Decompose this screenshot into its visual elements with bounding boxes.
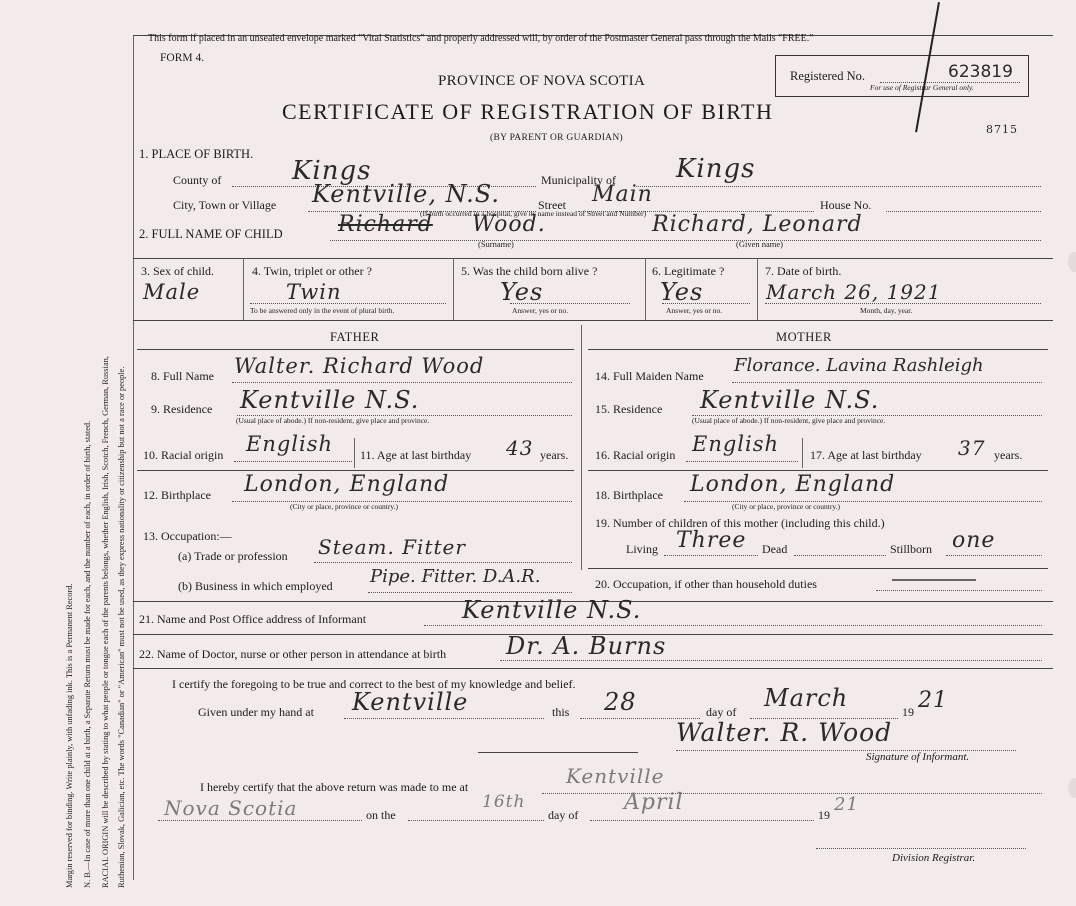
mother-age-label: 17. Age at last birthday (810, 448, 922, 462)
father-name-label: 8. Full Name (151, 369, 214, 383)
page-title: CERTIFICATE OF REGISTRATION OF BIRTH (282, 99, 774, 124)
father-racial-value: English (246, 432, 334, 456)
child-surname: Wood. (472, 212, 546, 237)
registrar-day-line (408, 820, 544, 821)
doctor-rule (133, 668, 1053, 669)
cert-year-prefix: 19 (902, 705, 914, 719)
father-racial-line (234, 461, 352, 462)
corner-mark: 8715 (986, 123, 1018, 136)
row-divider (645, 258, 646, 320)
municipality-label: Municipality of (541, 173, 616, 187)
margin-note-1: Margin reserved for binding. Write plainly, with unfading ink. This is a Permanent Record. (65, 583, 74, 888)
registrar-place-line (542, 793, 1042, 794)
hospital-note: (If birth occurred in a hospital, give its name instead of Street and Number) (420, 209, 647, 218)
given-name-caption: (Given name) (736, 239, 783, 249)
mother-racial-rule (588, 470, 1048, 471)
age-divider (354, 438, 355, 468)
twin-label: 4. Twin, triplet or other ? (252, 264, 372, 278)
father-residence-label: 9. Residence (151, 402, 213, 416)
father-trade-label: (a) Trade or profession (178, 549, 288, 563)
father-age-value: 43 (506, 436, 534, 460)
legit-value: Yes (660, 278, 704, 306)
twin-line (250, 303, 446, 304)
father-residence-note: (Usual place of abode.) If non-resident, give place and province. (236, 416, 430, 425)
alive-value: Yes (500, 278, 544, 306)
sex-label: 3. Sex of child. (141, 264, 214, 278)
mother-living-line (664, 555, 758, 556)
father-birthplace-line (232, 501, 572, 502)
registrar-day-value: 16th (482, 792, 526, 812)
mother-birthplace-note: (City or place, province or country.) (732, 502, 841, 511)
father-heading: FATHER (330, 330, 380, 344)
mother-stillborn-value: one (952, 528, 996, 553)
child-surname-struck: Richard (338, 212, 433, 237)
certify-text: I certify the foregoing to be true and correct to the best of my knowledge and belief. (172, 677, 576, 691)
registrar-day-of-label: day of (548, 808, 579, 822)
signature-caption: Signature of Informant. (866, 751, 970, 763)
registrar-province-line (158, 820, 362, 821)
father-racial-label: 10. Racial origin (143, 448, 224, 462)
mother-occupation-stroke (892, 579, 976, 581)
mother-name-label: 14. Full Maiden Name (595, 369, 704, 383)
twin-note: To be answered only in the event of plural birth. (250, 306, 395, 315)
informant-label: 21. Name and Post Office address of Informant (139, 612, 367, 626)
mother-residence-value: Kentville N.S. (700, 386, 880, 414)
house-label: House No. (820, 198, 872, 212)
father-name-line (232, 382, 572, 383)
father-birthplace-label: 12. Birthplace (143, 488, 211, 502)
father-business-line (368, 592, 572, 593)
cert-month-value: March (764, 684, 849, 712)
informant-value: Kentville N.S. (462, 596, 642, 624)
informant-line (424, 625, 1042, 626)
left-signature-rule (478, 752, 638, 753)
page-subtitle: (BY PARENT OR GUARDIAN) (490, 133, 623, 143)
father-trade-value: Steam. Fitter (318, 535, 466, 559)
child-given-name: Richard, Leonard (652, 212, 863, 237)
registered-number: 623819 (948, 62, 1013, 82)
province-heading: PROVINCE OF NOVA SCOTIA (438, 73, 646, 89)
alive-note: Answer, yes or no. (512, 306, 569, 315)
father-residence-value: Kentville N.S. (240, 386, 420, 414)
mother-stillborn-label: Stillborn (890, 542, 933, 556)
mother-dead-line (794, 555, 886, 556)
child-name-line (330, 240, 1041, 241)
mother-heading: MOTHER (776, 330, 832, 344)
registrar-note: For use of Registrar General only. (870, 83, 974, 92)
father-business-label: (b) Business in which employed (178, 579, 333, 593)
county-value: Kings (292, 156, 372, 186)
cert-day-value: 28 (604, 688, 637, 716)
row-divider (757, 258, 758, 320)
registrar-year-value: 21 (834, 794, 859, 815)
row-top-rule (133, 258, 1053, 259)
row-divider (243, 258, 244, 320)
this-label: this (552, 705, 570, 719)
binding-hole (1068, 252, 1076, 272)
mother-name-value: Florance. Lavina Rashleigh (734, 355, 984, 376)
registrar-year-prefix: 19 (818, 808, 830, 822)
sex-value: Male (143, 280, 201, 304)
mother-dead-label: Dead (762, 542, 788, 556)
street-value: Main (592, 182, 653, 207)
house-line (886, 211, 1041, 212)
mother-occupation-line (876, 590, 1042, 591)
registrar-place-value: Kentville (566, 764, 665, 788)
mother-children-rule (588, 568, 1048, 569)
form-number: FORM 4. (160, 52, 205, 64)
legit-note: Answer, yes or no. (666, 306, 723, 315)
dob-label: 7. Date of birth. (765, 264, 842, 278)
doctor-line (500, 660, 1042, 661)
mail-notice: This form if placed in an unsealed envelope marked "Vital Statistics" and properly addressed will, by order of the Postmaster General pass through the Mails "FREE." (148, 33, 814, 44)
mother-children-label: 19. Number of children of this mother (including this child.) (595, 516, 885, 530)
mother-age-value: 37 (958, 436, 986, 460)
father-age-label: 11. Age at last birthday (360, 448, 472, 462)
mother-living-label: Living (626, 542, 658, 556)
legit-label: 6. Legitimate ? (652, 264, 725, 278)
dob-value: March 26, 1921 (766, 280, 942, 304)
registered-label: Registered No. (790, 69, 865, 83)
municipality-line (636, 186, 1041, 187)
place-of-birth-heading: 1. PLACE OF BIRTH. (139, 147, 254, 161)
margin-note-2: N. B.—In case of more than one child at a birth, a Separate Return must be made for each, and the number of each, in order of birth, stated. (83, 420, 92, 888)
dob-note: Month, day, year. (860, 306, 913, 315)
binding-hole (1068, 778, 1076, 798)
margin-note-3: RACIAL ORIGIN will be described by stating to what people or tongue each of the parents belongs, whether English, Irish, Scotch, French, German, Russian, (101, 356, 110, 888)
county-label: County of (173, 173, 222, 187)
given-place-value: Kentville (352, 688, 469, 716)
registrar-month-line (590, 820, 814, 821)
city-label: City, Town or Village (173, 198, 277, 212)
father-birthplace-value: London, England (244, 472, 450, 497)
registrar-on-the-label: on the (366, 808, 396, 822)
alive-label: 5. Was the child born alive ? (461, 264, 598, 278)
father-occupation-label: 13. Occupation:— (143, 529, 232, 543)
mother-occupation-label: 20. Occupation, if other than household duties (595, 577, 817, 591)
father-name-value: Walter. Richard Wood (234, 354, 485, 378)
father-years: years. (540, 448, 569, 462)
father-racial-rule (137, 470, 574, 471)
row-divider (453, 258, 454, 320)
mother-name-line (732, 382, 1042, 383)
surname-caption: (Surname) (478, 239, 514, 249)
registrar-statement: I hereby certify that the above return was made to me at (200, 780, 469, 794)
father-heading-rule (137, 349, 574, 350)
day-of-label: day of (706, 705, 737, 719)
registrar-caption: Division Registrar. (892, 852, 976, 864)
mother-racial-label: 16. Racial origin (595, 448, 676, 462)
mother-birthplace-value: London, England (690, 472, 896, 497)
mother-heading-rule (588, 349, 1048, 350)
father-birthplace-note: (City or place, province or country.) (290, 502, 399, 511)
mother-birthplace-label: 18. Birthplace (595, 488, 663, 502)
twin-value: Twin (286, 280, 342, 304)
mother-racial-value: English (692, 432, 780, 456)
informant-signature: Walter. R. Wood (676, 718, 893, 747)
mother-residence-note: (Usual place of abode.) If non-resident, give place and province. (692, 416, 886, 425)
father-business-value: Pipe. Fitter. D.A.R. (370, 566, 541, 587)
margin-note-4: Ruthenian, Slovak, Galician, etc. The words "Canadian" or "American" must not be used, as they express nationality or citizenship but not a race or people. (117, 366, 126, 888)
city-value: Kentville, N.S. (312, 180, 500, 208)
mother-racial-line (686, 461, 798, 462)
mother-residence-label: 15. Residence (595, 402, 663, 416)
row-bottom-rule (133, 320, 1053, 321)
mother-stillborn-line (946, 555, 1042, 556)
father-trade-line (314, 562, 572, 563)
registrar-province-value: Nova Scotia (164, 796, 298, 820)
registrar-signature-line (816, 848, 1026, 849)
mother-living-value: Three (676, 528, 747, 553)
doctor-value: Dr. A. Burns (506, 632, 667, 660)
given-place-line (344, 718, 544, 719)
child-name-label: 2. FULL NAME OF CHILD (139, 227, 283, 241)
registrar-month-value: April (624, 790, 684, 815)
doctor-label: 22. Name of Doctor, nurse or other person in attendance at birth (139, 647, 447, 661)
column-divider (581, 325, 582, 570)
frame-left (133, 35, 134, 880)
street-label: Street (538, 198, 566, 212)
municipality-value: Kings (676, 154, 756, 184)
cert-year-value: 21 (918, 688, 948, 713)
given-label: Given under my hand at (198, 705, 314, 719)
mother-years: years. (994, 448, 1023, 462)
age-divider (802, 438, 803, 468)
